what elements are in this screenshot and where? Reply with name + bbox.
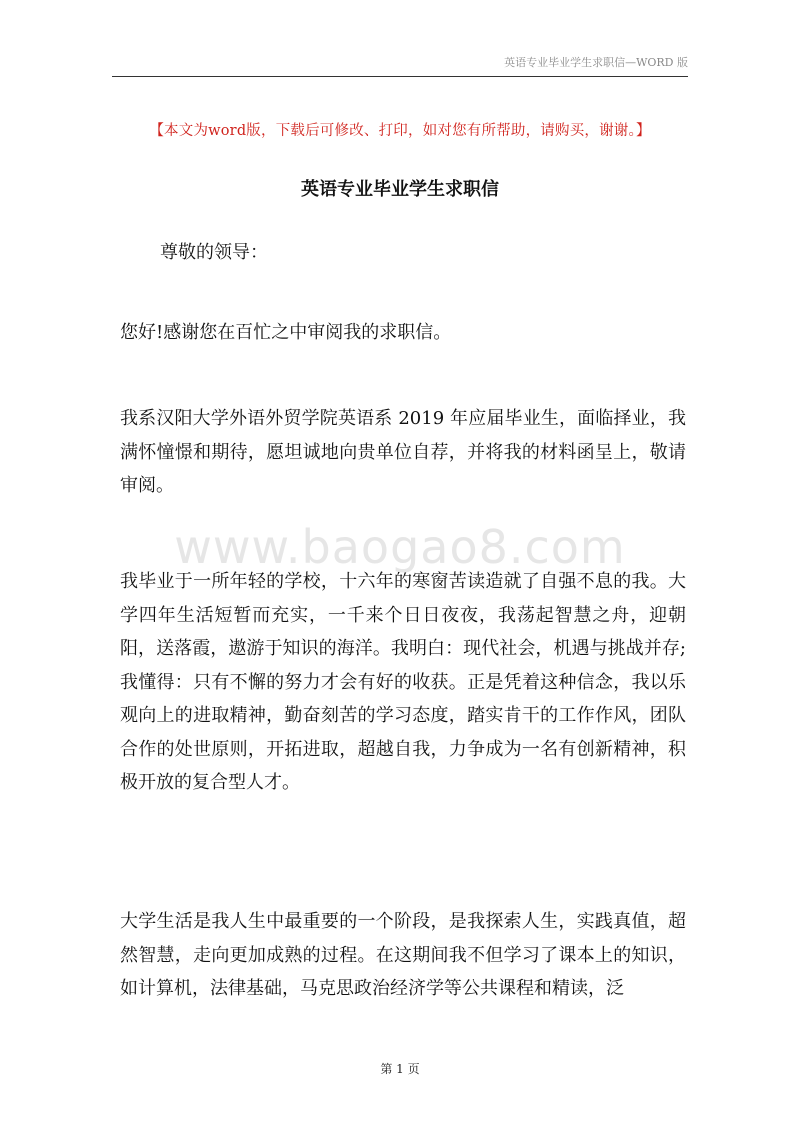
document-title: 英语专业毕业学生求职信 bbox=[301, 179, 499, 200]
paragraph-introduction: 我系汉阳大学外语外贸学院英语系 2019 年应届毕业生，面临择业，我满怀憧憬和期待，愿坦诚地向贵单位自荐，并将我的材料函呈上，敬请审阅。 bbox=[120, 408, 686, 496]
page-number: 第 1 页 bbox=[380, 1062, 420, 1076]
salutation: 尊敬的领导： bbox=[160, 242, 268, 263]
page-header bbox=[112, 56, 688, 77]
running-title: 英语专业毕业学生求职信—WORD 版 bbox=[504, 56, 688, 69]
paragraph-university-life: 大学生活是我人生中最重要的一个阶段，是我探索人生，实践真值，超然智慧，走向更加成熟的过程。在这期间我不但学习了课本上的知识，如计算机，法律基础，马克思政治经济学等公共课程和精读，泛 bbox=[120, 911, 686, 999]
download-notice: 【本文为word版，下载后可修改、打印，如对您有所帮助，请购买，谢谢。】 bbox=[149, 123, 651, 139]
paragraph-greeting: 您好!感谢您在百忙之中审阅我的求职信。 bbox=[120, 322, 452, 343]
paragraph-background: 我毕业于一所年轻的学校，十六年的寒窗苦读造就了自强不息的我。大学四年生活短暂而充实，一千来个日日夜夜，我荡起智慧之舟，迎朝阳，送落霞，遨游于知识的海洋。我明白：现代社会，机遇与挑战并存;我懂得：只有不懈的努力才会有好的收获。正是凭着这种信念，我以乐观向上的进取精神，勤奋刻苦的学习态度，踏实肯干的工作作风，团队合作的处世原则，开拓进取，超越自我，力争成为一名有创新精神，积极开放的复合型人才。 bbox=[120, 571, 686, 793]
watermark: www.baogao8.com bbox=[174, 520, 626, 574]
